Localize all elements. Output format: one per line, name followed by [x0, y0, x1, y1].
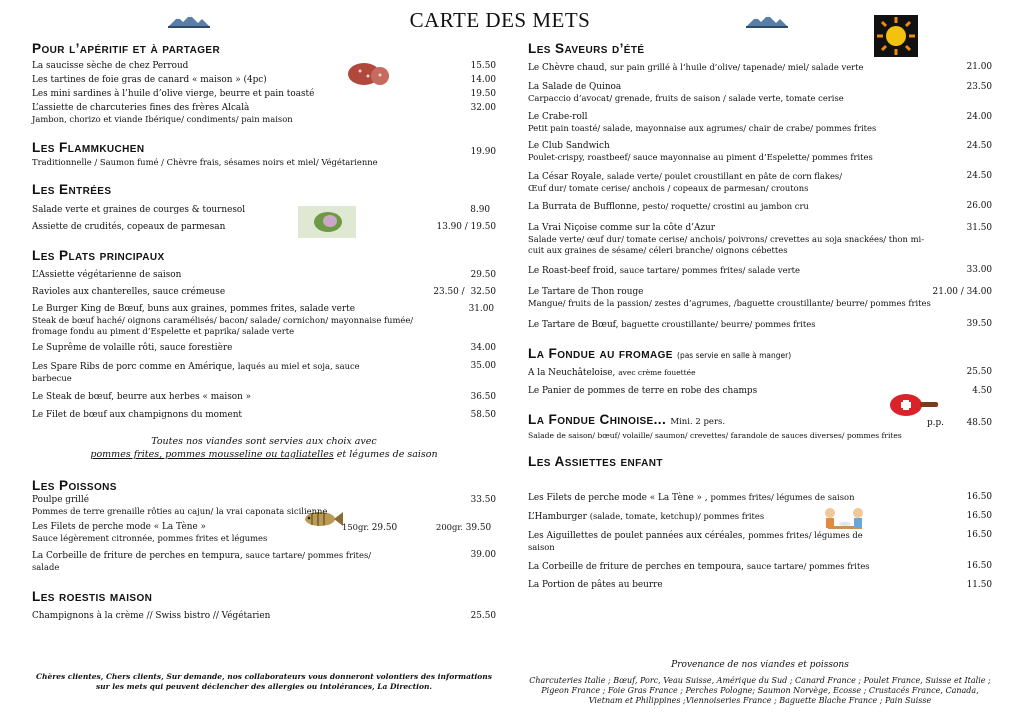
menu-item: L’Hamburger (salade, tomate, ketchup)/ pommes frites 16.50	[528, 511, 992, 522]
menu-item: La César Royale, salade verte/ poulet croustillant en pâte de corn flakes/ Œuf dur/ tomate cerise/ anchois / copeaux de parmesan/ croutons 24.50	[528, 170, 992, 193]
menu-item: La Burrata de Bufflonne, pesto/ roquette/ crostini au jambon cru 26.00	[528, 201, 992, 212]
menu-item: La saucisse sèche de chez Perroud 15.50	[32, 61, 496, 71]
provenance-text: Charcuteries Italie ; Bœuf, Porc, Veau Suisse, Amérique du Sud ; Canard France ; Poulet France, Suisse et Italie ; Pigeon France ; Foie Gras France ; Perches Pologne; Saumon Norvège, Ecosse ; Crustacés France, Canada, Vietnam et Philippines ;Viennoiseries France ; Baguette Blache France ; Pain Suisse	[529, 676, 991, 705]
section-heading-aperitif: Pour l’apéritif et à partager	[32, 41, 221, 56]
menu-item: Salade de saison/ bœuf/ volaille/ saumon/ crevettes/ farandole de sauces diverses/ pommes frites	[528, 430, 902, 440]
section-heading-plats: Les Plats principaux	[32, 248, 165, 263]
menu-item: Les mini sardines à l’huile d’olive vierge, beurre et pain toasté 19.50	[32, 89, 496, 99]
menu-item: Le Filet de bœuf aux champignons du moment 58.50	[32, 410, 496, 420]
menu-item: Le Suprême de volaille rôti, sauce forestière 34.00	[32, 343, 496, 353]
menu-item: Les Spare Ribs de porc comme en Amérique, laqués au miel et soja, sauce barbecue 35.00	[32, 361, 496, 383]
menu-item: La Corbeille de friture de perches en tempura, sauce tartare/ pommes frites/ salade 39.00	[32, 550, 496, 572]
menu-item: Le Burger King de Bœuf, buns aux graines, pommes frites, salade verte Steak de bœuf haché/ oignons caramélisés/ bacon/ salade/ cornichon/ mayonnaise fumée/ fromage fondu au piment d’Espelette et paprika/ salade verte 31.00	[32, 304, 494, 336]
menu-item: Le Roast-beef froid, sauce tartare/ pommes frites/ salade verte 33.00	[528, 265, 992, 276]
menu-item: L’Assiette végétarienne de saison 29.50	[32, 270, 496, 280]
menu-item: Ravioles aux chanterelles, sauce crémeuse 23.50 / 32.50	[32, 287, 496, 297]
menu-item: Le Chèvre chaud, sur pain grillé à l’huile d’olive/ tapenade/ miel/ salade verte 21.00	[528, 62, 992, 73]
menu-item: La Salade de Quinoa Carpaccio d’avocat/ grenade, fruits de saison / salade verte, tomate cerise 23.50	[528, 82, 992, 103]
menu-item: L’assiette de charcuteries fines des frères Alcalà Jambon, chorizo et viande Ibérique/ condiments/ pain maison 32.00	[32, 103, 496, 124]
section-heading-enfant: Les Assiettes enfant	[528, 454, 663, 469]
menu-item: Salade verte et graines de courges & tournesol 8.90	[32, 205, 490, 215]
mountain-logo-icon	[168, 14, 210, 28]
allergy-notice: Chères clientes, Chers clients, Sur demande, nos collaborateurs vous donneront volontiers des informations sur les mets qui peuvent déclencher des allergies ou intolérances, La Direction.	[36, 672, 492, 691]
menu-item: Les Aiguillettes de poulet pannées aux céréales, pommes frites/ légumes de saison 16.50	[528, 530, 992, 552]
flammkuchen-price: 19.90	[470, 146, 496, 157]
menu-item: La Vrai Niçoise comme sur la côte d’Azur Salade verte/ œuf dur/ tomate cerise/ anchois/ poivrons/ crevettes au soja snackées/ thon mi-cuit aux graines de sésame/ céleri branche/ oignons cébettes 31.50	[528, 223, 992, 255]
provenance-heading: Provenance de nos viandes et poissons	[671, 660, 849, 670]
section-heading-ete: Les Saveurs d’été	[528, 41, 645, 56]
menu-item: Les Filets de perche mode « La Tène » Sauce légèrement citronnée, pommes frites et légumes 150gr. 29.50 200gr. 39.50	[32, 521, 492, 543]
menu-item: La Portion de pâtes au beurre 11.50	[528, 580, 992, 590]
section-heading-fondue: La Fondue au fromage (pas servie en salle à manger)	[528, 345, 792, 361]
menu-title: CARTE DES METS	[409, 8, 591, 32]
section-heading-entrees: Les Entrées	[32, 182, 112, 197]
menu-item: Le Tartare de Thon rouge Mangue/ fruits de la passion/ zestes d’agrumes, /baguette croustillante/ beurre/ pommes frites 21.00 / 34.00	[528, 287, 992, 308]
right-column	[528, 40, 992, 591]
menu-item: Le Panier de pommes de terre en robe des champs 4.50	[528, 385, 992, 396]
menu-item: Les tartines de foie gras de canard « maison » (4pc) 14.00	[32, 75, 496, 85]
provenance-block	[528, 660, 992, 706]
mountain-logo-icon	[746, 14, 788, 28]
menu-item: Champignons à la crème // Swiss bistro // Végétarien 25.50	[32, 611, 496, 621]
sides-note: Toutes nos viandes sont servies aux choix avec pommes frites, pommes mousseline ou tagliatelles et légumes de saison	[90, 436, 438, 460]
menu-item: Assiette de crudités, copeaux de parmesan 13.90 / 19.50	[32, 222, 496, 232]
menu-item: Les Filets de perche mode « La Tène » , pommes frites/ légumes de saison 16.50	[528, 492, 992, 503]
menu-item: Poulpe grillé Pommes de terre grenaille rôties au cajun/ la vrai caponata sicilienne 33.50	[32, 495, 496, 516]
left-column	[32, 40, 496, 622]
menu-item: Le Crabe-roll Petit pain toasté/ salade, mayonnaise aux agrumes/ chair de crabe/ pommes frites 24.00	[528, 111, 992, 133]
menu-item: Le Tartare de Bœuf, baguette croustillante/ beurre/ pommes frites 39.50	[528, 318, 992, 330]
menu-item: La Corbeille de friture de perches en tempoura, sauce tartare/ pommes frites 16.50	[528, 561, 992, 572]
section-heading-poissons: Les Poissons	[32, 478, 117, 493]
section-heading-roestis: Les roestis maison	[32, 589, 153, 604]
menu-item: Le Club Sandwich Poulet-crispy, roastbeef/ sauce mayonnaise au piment d’Espelette/ pommes frites 24.50	[528, 141, 992, 162]
per-person-label: p.p.	[926, 417, 944, 428]
menu-item: A la Neuchâteloise, avec crème fouettée 25.50	[528, 366, 992, 378]
section-heading-chinoise: La Fondue Chinoise... Mini. 2 pers. p.p. 48.50	[528, 411, 992, 431]
section-heading-flammkuchen: Les Flammkuchen 19.90	[32, 139, 496, 157]
chinoise-price: 48.50	[966, 417, 992, 428]
menu-item: Traditionnelle / Saumon fumé / Chèvre frais, sésames noirs et miel/ Végétarienne	[32, 156, 378, 167]
menu-item: Le Steak de bœuf, beurre aux herbes « maison » 36.50	[32, 392, 496, 402]
